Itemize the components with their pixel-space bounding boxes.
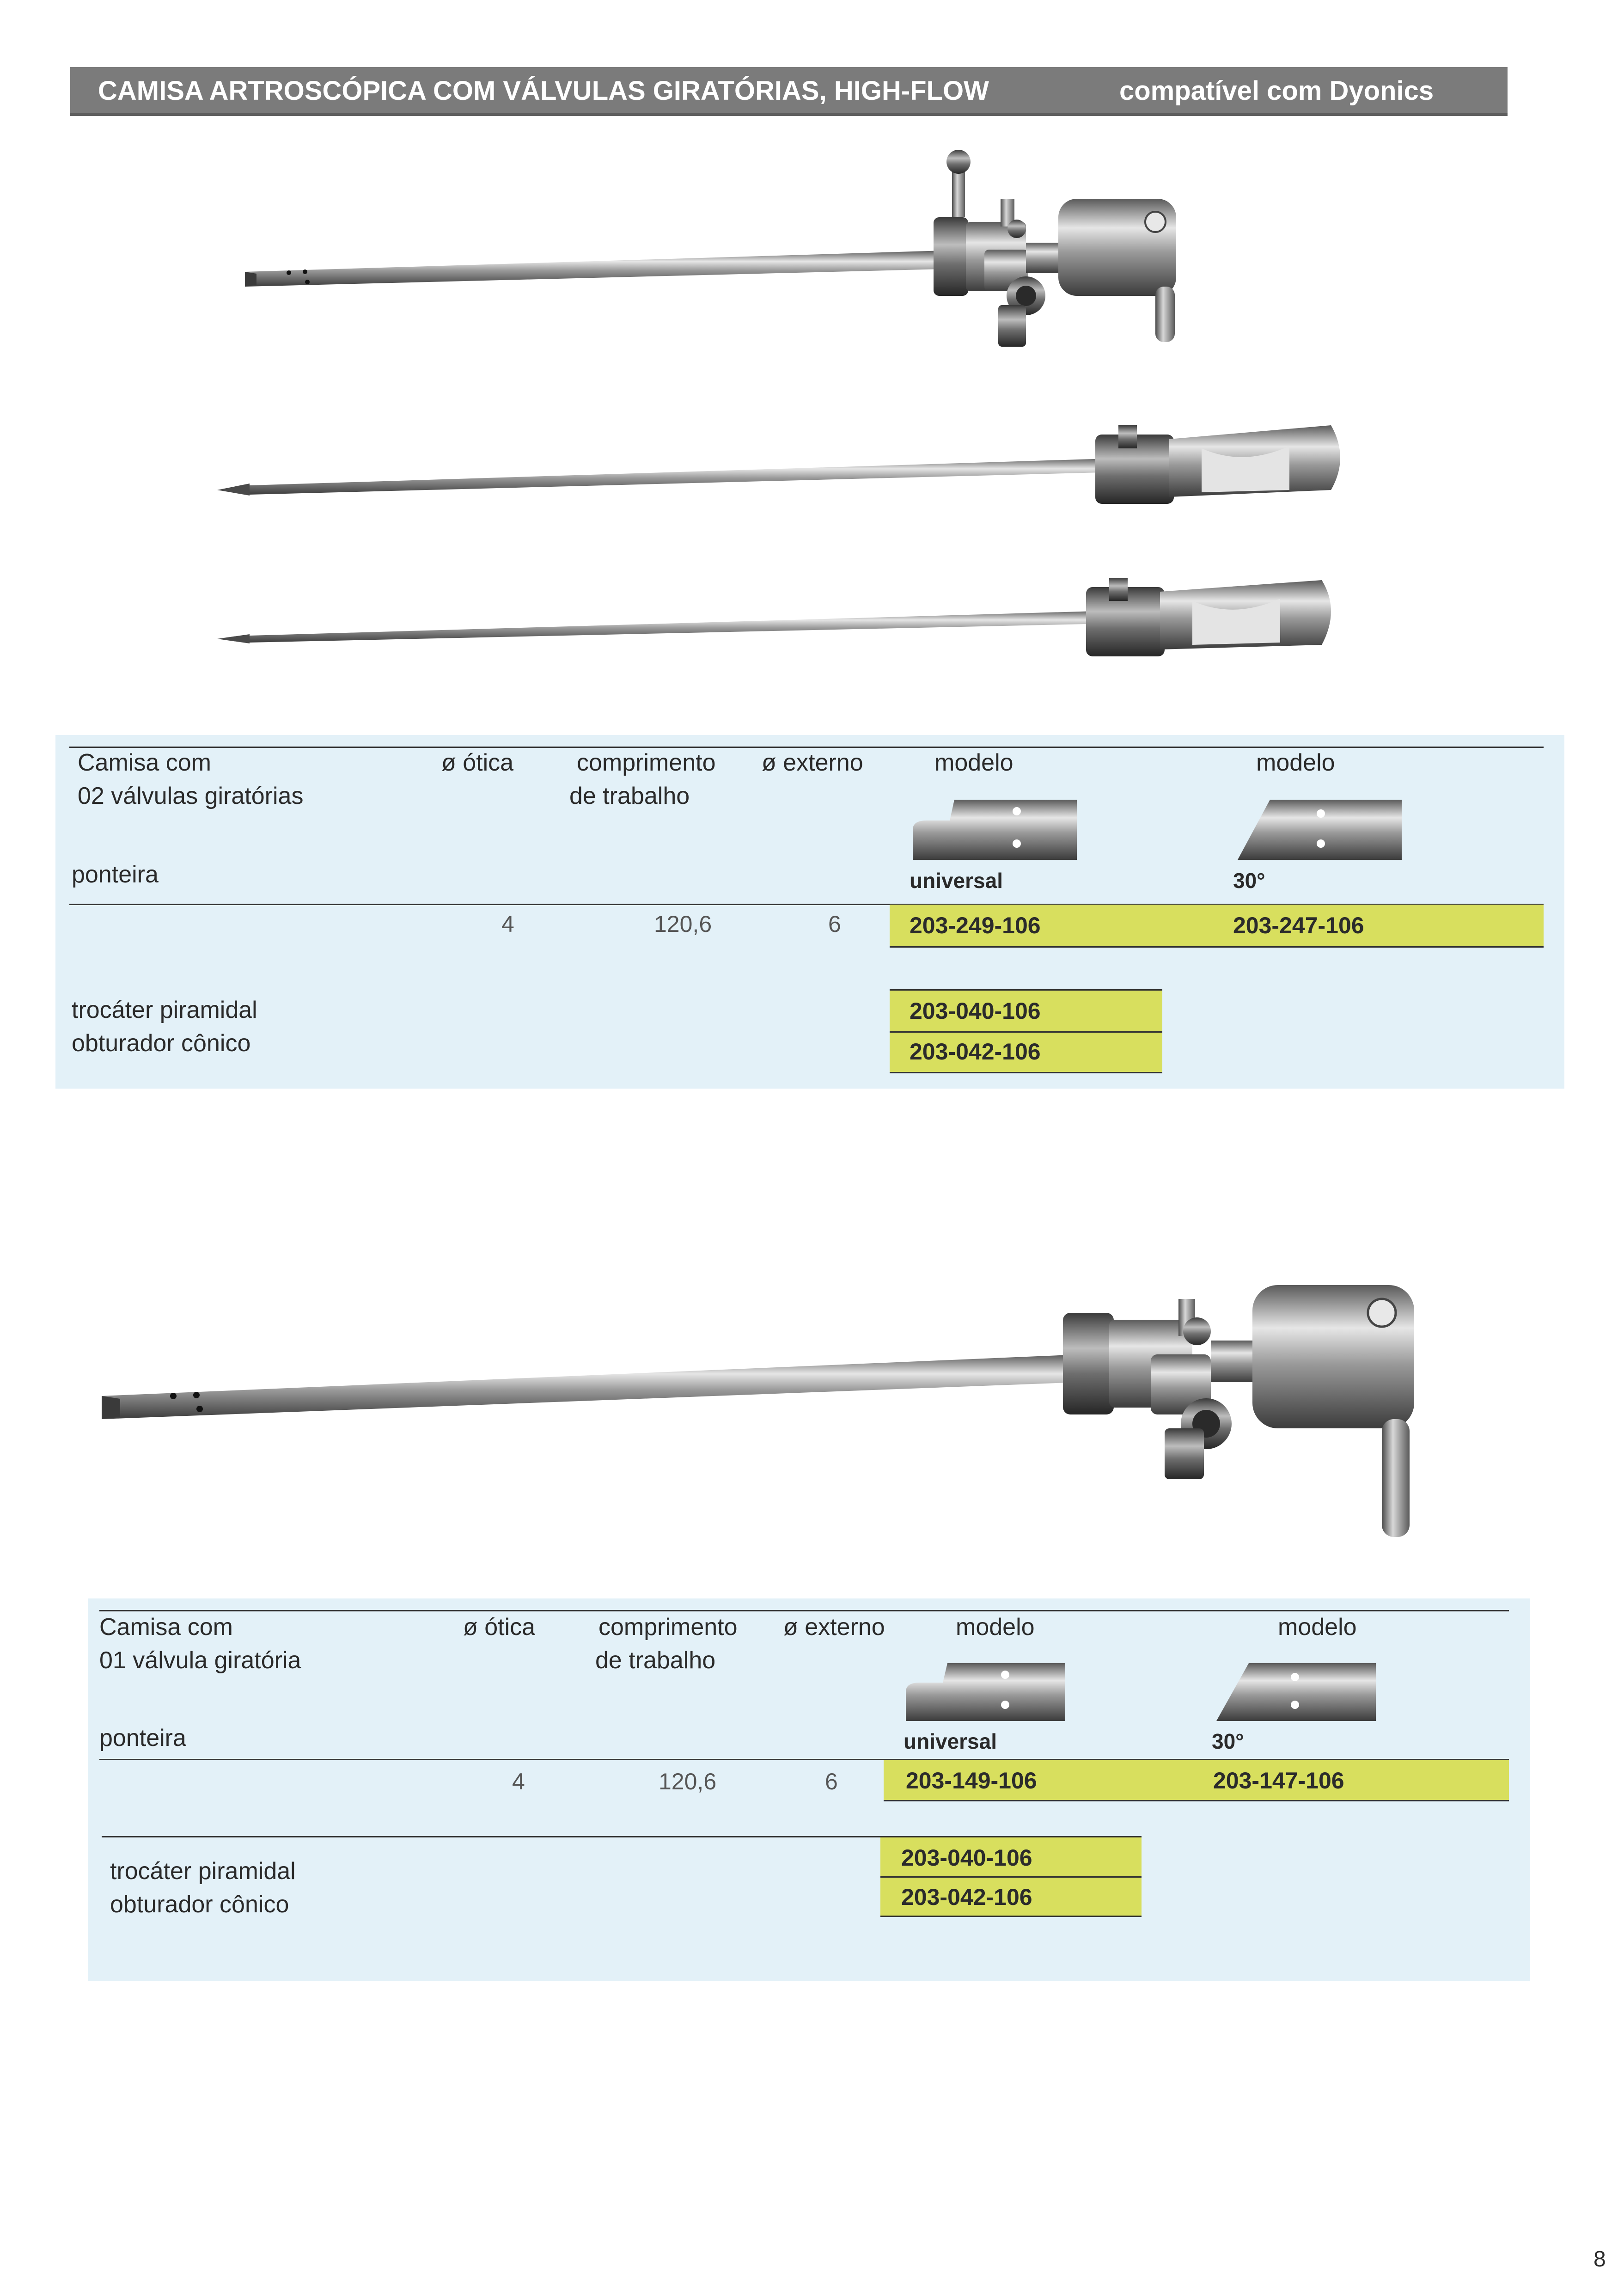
table-bottom-rule <box>890 946 1544 948</box>
col2-header-externo: ø externo <box>783 1614 885 1641</box>
page-number: 8 <box>1593 2247 1606 2272</box>
table2-bottom-rule <box>884 1800 1509 1801</box>
code-universal: 203-249-106 <box>910 912 1041 938</box>
tip2-30-label: 30° <box>1212 1729 1244 1753</box>
code2-universal: 203-149-106 <box>906 1768 1037 1794</box>
tip-30-label: 30° <box>1233 869 1265 893</box>
tip-universal-label: universal <box>910 869 1003 893</box>
page-title: CAMISA ARTROSCÓPICA COM VÁLVULAS GIRATÓRIAS, HIGH-FLOW <box>98 76 989 106</box>
code-obturador: 203-042-106 <box>910 1039 1041 1065</box>
ponteira2-label: ponteira <box>99 1725 186 1751</box>
sheath-two-valves-illustration <box>231 148 1248 370</box>
tip2-universal-icon <box>901 1659 1068 1721</box>
tip2-30-icon <box>1212 1659 1378 1721</box>
tip2-universal-label: universal <box>904 1729 997 1753</box>
col2-header-modelo-universal: modelo <box>956 1614 1035 1641</box>
col2-header-otica: ø ótica <box>463 1614 536 1641</box>
trocater2-label: trocáter piramidal <box>110 1858 296 1885</box>
sheath-label-valves: 02 válvulas giratórias <box>78 783 304 809</box>
obturador2-label: obturador cônico <box>110 1891 289 1918</box>
sheath-label: Camisa com <box>78 749 211 776</box>
col-header-externo: ø externo <box>762 749 863 776</box>
code-30: 203-247-106 <box>1233 912 1364 938</box>
value-otica: 4 <box>501 911 514 937</box>
obturador-bottom-rule <box>890 1072 1162 1073</box>
code2-trocater: 203-040-106 <box>901 1845 1032 1871</box>
conical-obturator-illustration <box>213 555 1368 675</box>
sheath2-label: Camisa com <box>99 1614 233 1641</box>
trocar2-left-rule <box>102 1836 883 1837</box>
code2-30: 203-147-106 <box>1213 1768 1344 1794</box>
sheath2-label-valve: 01 válvula giratória <box>99 1647 301 1674</box>
page-subtitle: compatível com Dyonics <box>1119 76 1434 106</box>
code-trocater: 203-040-106 <box>910 998 1041 1024</box>
col-header-comprimento: comprimento <box>577 749 716 776</box>
obturador-label: obturador cônico <box>72 1030 251 1057</box>
col2-header-comprimento: comprimento <box>598 1614 738 1641</box>
trocater-label: trocáter piramidal <box>72 997 257 1023</box>
col2-header-modelo-30: modelo <box>1278 1614 1357 1641</box>
col-header-otica: ø ótica <box>441 749 514 776</box>
value2-externo: 6 <box>825 1769 838 1794</box>
header-bar <box>70 67 1508 116</box>
col-header-modelo-30: modelo <box>1256 749 1335 776</box>
pyramidal-trocar-illustration <box>213 398 1368 518</box>
table-top-rule <box>69 747 1544 748</box>
col-header-modelo-universal: modelo <box>934 749 1013 776</box>
tip-universal-icon <box>908 795 1079 860</box>
tip-30-icon <box>1233 795 1404 860</box>
value2-otica: 4 <box>512 1769 525 1794</box>
value-comprimento: 120,6 <box>654 911 712 937</box>
col2-header-comprimento-sub: de trabalho <box>595 1647 716 1674</box>
obturador2-bottom-rule <box>880 1916 1142 1917</box>
value2-comprimento: 120,6 <box>659 1769 717 1794</box>
table2-top-rule <box>99 1610 1509 1611</box>
ponteira-label: ponteira <box>72 861 159 888</box>
code2-obturador: 203-042-106 <box>901 1884 1032 1910</box>
value-externo: 6 <box>828 911 841 937</box>
sheath-one-valve-illustration <box>92 1285 1479 1553</box>
col-header-comprimento-sub: de trabalho <box>569 783 690 809</box>
